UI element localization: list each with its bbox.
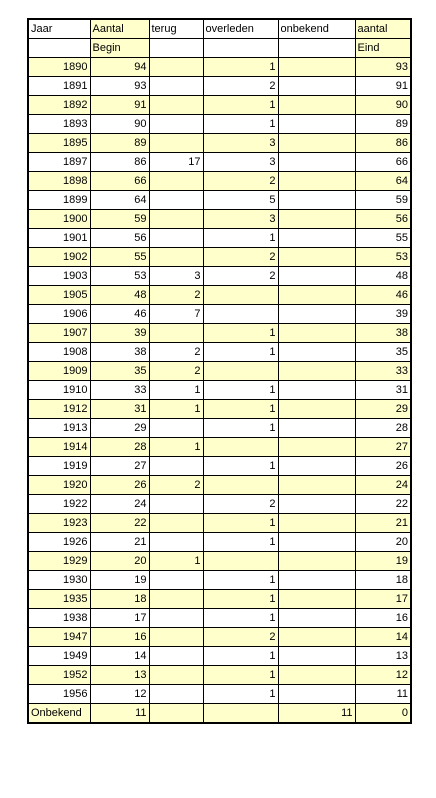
cell-begin: 59 <box>90 210 149 229</box>
cell-jaar: 1949 <box>28 647 90 666</box>
cell-onbekend <box>278 362 355 381</box>
table-row <box>28 685 411 704</box>
cell-begin: 48 <box>90 286 149 305</box>
cell-terug: 2 <box>149 343 203 362</box>
cell-onbekend <box>278 685 355 704</box>
cell-terug <box>149 609 203 628</box>
cell-jaar: 1908 <box>28 343 90 362</box>
header-aantal-begin: Aantal <box>90 19 149 39</box>
cell-terug <box>149 134 203 153</box>
table-row <box>28 381 411 400</box>
cell-begin: 39 <box>90 324 149 343</box>
header-row-1 <box>28 19 411 39</box>
cell-onbekend <box>278 324 355 343</box>
cell-terug <box>149 590 203 609</box>
cell-eind: 28 <box>355 419 411 438</box>
cell-begin: 24 <box>90 495 149 514</box>
table-row <box>28 324 411 343</box>
cell-begin: 91 <box>90 96 149 115</box>
cell-jaar: 1898 <box>28 172 90 191</box>
cell-jaar: 1891 <box>28 77 90 96</box>
cell-onbekend <box>278 77 355 96</box>
cell-jaar: 1890 <box>28 58 90 77</box>
cell-terug <box>149 666 203 685</box>
cell-begin: 35 <box>90 362 149 381</box>
cell-terug <box>149 533 203 552</box>
cell-begin: 29 <box>90 419 149 438</box>
cell-jaar: 1909 <box>28 362 90 381</box>
cell-eind: 38 <box>355 324 411 343</box>
cell-begin: 16 <box>90 628 149 647</box>
table-row <box>28 704 411 724</box>
cell-overleden: 2 <box>203 77 278 96</box>
cell-onbekend <box>278 400 355 419</box>
cell-terug <box>149 457 203 476</box>
cell-eind: 18 <box>355 571 411 590</box>
header2-terug <box>149 39 203 58</box>
cell-begin: 64 <box>90 191 149 210</box>
cell-jaar: Onbekend <box>28 704 90 724</box>
cell-eind: 59 <box>355 191 411 210</box>
cell-overleden: 1 <box>203 419 278 438</box>
header-overleden: overleden <box>203 19 278 39</box>
table-row <box>28 476 411 495</box>
header-onbekend: onbekend <box>278 19 355 39</box>
cell-overleden: 1 <box>203 343 278 362</box>
table-row <box>28 552 411 571</box>
cell-eind: 48 <box>355 267 411 286</box>
cell-onbekend <box>278 438 355 457</box>
cell-begin: 22 <box>90 514 149 533</box>
cell-eind: 13 <box>355 647 411 666</box>
cell-terug: 2 <box>149 362 203 381</box>
cell-jaar: 1893 <box>28 115 90 134</box>
cell-jaar: 1905 <box>28 286 90 305</box>
cell-begin: 46 <box>90 305 149 324</box>
cell-terug: 7 <box>149 305 203 324</box>
header-terug: terug <box>149 19 203 39</box>
cell-jaar: 1929 <box>28 552 90 571</box>
cell-terug <box>149 172 203 191</box>
cell-overleden: 3 <box>203 134 278 153</box>
cell-onbekend <box>278 210 355 229</box>
cell-onbekend <box>278 514 355 533</box>
cell-jaar: 1938 <box>28 609 90 628</box>
table-row <box>28 96 411 115</box>
table-row <box>28 248 411 267</box>
cell-onbekend <box>278 647 355 666</box>
cell-overleden: 1 <box>203 381 278 400</box>
cell-onbekend <box>278 609 355 628</box>
cell-eind: 24 <box>355 476 411 495</box>
cell-jaar: 1923 <box>28 514 90 533</box>
cell-terug <box>149 704 203 724</box>
cell-begin: 53 <box>90 267 149 286</box>
cell-eind: 93 <box>355 58 411 77</box>
cell-overleden: 2 <box>203 267 278 286</box>
cell-eind: 22 <box>355 495 411 514</box>
table-row <box>28 647 411 666</box>
cell-begin: 17 <box>90 609 149 628</box>
cell-overleden: 5 <box>203 191 278 210</box>
cell-terug <box>149 628 203 647</box>
cell-begin: 55 <box>90 248 149 267</box>
cell-begin: 27 <box>90 457 149 476</box>
cell-onbekend <box>278 343 355 362</box>
cell-onbekend <box>278 248 355 267</box>
cell-overleden <box>203 305 278 324</box>
cell-onbekend <box>278 457 355 476</box>
cell-overleden: 2 <box>203 495 278 514</box>
cell-onbekend <box>278 419 355 438</box>
cell-jaar: 1919 <box>28 457 90 476</box>
cell-eind: 91 <box>355 77 411 96</box>
cell-onbekend <box>278 115 355 134</box>
cell-jaar: 1900 <box>28 210 90 229</box>
cell-onbekend <box>278 191 355 210</box>
cell-terug: 17 <box>149 153 203 172</box>
cell-jaar: 1914 <box>28 438 90 457</box>
cell-begin: 26 <box>90 476 149 495</box>
cell-eind: 35 <box>355 343 411 362</box>
cell-onbekend <box>278 153 355 172</box>
cell-onbekend <box>278 172 355 191</box>
cell-eind: 56 <box>355 210 411 229</box>
cell-eind: 11 <box>355 685 411 704</box>
population-table <box>27 18 412 724</box>
cell-terug <box>149 571 203 590</box>
cell-onbekend <box>278 552 355 571</box>
cell-jaar: 1935 <box>28 590 90 609</box>
cell-jaar: 1913 <box>28 419 90 438</box>
header2-onbekend <box>278 39 355 58</box>
cell-onbekend <box>278 305 355 324</box>
table-row <box>28 438 411 457</box>
cell-eind: 64 <box>355 172 411 191</box>
cell-eind: 90 <box>355 96 411 115</box>
cell-overleden: 1 <box>203 609 278 628</box>
cell-overleden <box>203 438 278 457</box>
cell-eind: 86 <box>355 134 411 153</box>
header-aantal-eind: aantal <box>355 19 411 39</box>
header2-begin: Begin <box>90 39 149 58</box>
cell-terug: 2 <box>149 286 203 305</box>
cell-overleden: 1 <box>203 647 278 666</box>
table-row <box>28 533 411 552</box>
table-row <box>28 362 411 381</box>
cell-eind: 27 <box>355 438 411 457</box>
cell-overleden: 2 <box>203 628 278 647</box>
cell-overleden: 1 <box>203 229 278 248</box>
cell-onbekend <box>278 58 355 77</box>
cell-jaar: 1912 <box>28 400 90 419</box>
cell-eind: 26 <box>355 457 411 476</box>
cell-begin: 86 <box>90 153 149 172</box>
cell-onbekend <box>278 286 355 305</box>
cell-jaar: 1903 <box>28 267 90 286</box>
cell-overleden: 1 <box>203 58 278 77</box>
cell-begin: 21 <box>90 533 149 552</box>
cell-overleden: 2 <box>203 248 278 267</box>
cell-jaar: 1901 <box>28 229 90 248</box>
table-row <box>28 343 411 362</box>
cell-begin: 28 <box>90 438 149 457</box>
table-row <box>28 134 411 153</box>
cell-jaar: 1895 <box>28 134 90 153</box>
table-body <box>28 19 411 723</box>
table-row <box>28 590 411 609</box>
cell-begin: 89 <box>90 134 149 153</box>
table-row <box>28 267 411 286</box>
cell-terug <box>149 419 203 438</box>
cell-eind: 12 <box>355 666 411 685</box>
cell-begin: 38 <box>90 343 149 362</box>
cell-eind: 89 <box>355 115 411 134</box>
cell-eind: 14 <box>355 628 411 647</box>
cell-onbekend <box>278 134 355 153</box>
cell-overleden: 1 <box>203 590 278 609</box>
cell-overleden <box>203 704 278 724</box>
cell-onbekend <box>278 96 355 115</box>
table-row <box>28 400 411 419</box>
cell-overleden: 1 <box>203 400 278 419</box>
header-jaar: Jaar <box>28 19 90 39</box>
table-row <box>28 495 411 514</box>
cell-begin: 33 <box>90 381 149 400</box>
cell-terug <box>149 96 203 115</box>
table-row <box>28 191 411 210</box>
cell-overleden: 1 <box>203 324 278 343</box>
cell-overleden <box>203 362 278 381</box>
cell-onbekend <box>278 571 355 590</box>
cell-terug <box>149 324 203 343</box>
cell-terug <box>149 514 203 533</box>
cell-eind: 39 <box>355 305 411 324</box>
cell-overleden: 3 <box>203 153 278 172</box>
cell-onbekend <box>278 267 355 286</box>
cell-overleden <box>203 552 278 571</box>
cell-onbekend <box>278 495 355 514</box>
cell-begin: 90 <box>90 115 149 134</box>
table-row <box>28 514 411 533</box>
cell-begin: 19 <box>90 571 149 590</box>
cell-terug <box>149 229 203 248</box>
cell-onbekend <box>278 590 355 609</box>
cell-onbekend <box>278 229 355 248</box>
cell-begin: 13 <box>90 666 149 685</box>
cell-eind: 46 <box>355 286 411 305</box>
cell-eind: 19 <box>355 552 411 571</box>
cell-overleden: 1 <box>203 115 278 134</box>
table-row <box>28 666 411 685</box>
table-row <box>28 609 411 628</box>
cell-terug <box>149 191 203 210</box>
table-row <box>28 457 411 476</box>
cell-onbekend <box>278 628 355 647</box>
cell-eind: 33 <box>355 362 411 381</box>
cell-eind: 16 <box>355 609 411 628</box>
cell-terug: 1 <box>149 438 203 457</box>
cell-terug <box>149 248 203 267</box>
cell-overleden: 1 <box>203 514 278 533</box>
cell-jaar: 1930 <box>28 571 90 590</box>
cell-begin: 11 <box>90 704 149 724</box>
cell-terug: 2 <box>149 476 203 495</box>
cell-overleden: 1 <box>203 457 278 476</box>
cell-terug: 1 <box>149 400 203 419</box>
cell-begin: 31 <box>90 400 149 419</box>
cell-jaar: 1899 <box>28 191 90 210</box>
cell-eind: 20 <box>355 533 411 552</box>
table-row <box>28 419 411 438</box>
header-row-2 <box>28 39 411 58</box>
cell-begin: 20 <box>90 552 149 571</box>
cell-begin: 66 <box>90 172 149 191</box>
cell-overleden <box>203 286 278 305</box>
cell-eind: 55 <box>355 229 411 248</box>
cell-eind: 0 <box>355 704 411 724</box>
cell-jaar: 1897 <box>28 153 90 172</box>
cell-overleden: 3 <box>203 210 278 229</box>
cell-terug <box>149 495 203 514</box>
table-row <box>28 58 411 77</box>
table-row <box>28 172 411 191</box>
cell-jaar: 1947 <box>28 628 90 647</box>
cell-jaar: 1906 <box>28 305 90 324</box>
cell-overleden: 1 <box>203 571 278 590</box>
cell-overleden: 1 <box>203 685 278 704</box>
cell-terug <box>149 685 203 704</box>
cell-eind: 21 <box>355 514 411 533</box>
cell-onbekend <box>278 533 355 552</box>
cell-onbekend: 11 <box>278 704 355 724</box>
cell-overleden <box>203 476 278 495</box>
cell-overleden: 1 <box>203 533 278 552</box>
table-row <box>28 571 411 590</box>
cell-begin: 93 <box>90 77 149 96</box>
cell-jaar: 1907 <box>28 324 90 343</box>
cell-eind: 29 <box>355 400 411 419</box>
cell-jaar: 1926 <box>28 533 90 552</box>
cell-terug <box>149 210 203 229</box>
cell-jaar: 1920 <box>28 476 90 495</box>
cell-jaar: 1952 <box>28 666 90 685</box>
header2-eind: Eind <box>355 39 411 58</box>
cell-begin: 18 <box>90 590 149 609</box>
table-row <box>28 153 411 172</box>
cell-terug: 1 <box>149 381 203 400</box>
cell-jaar: 1902 <box>28 248 90 267</box>
cell-begin: 94 <box>90 58 149 77</box>
cell-eind: 17 <box>355 590 411 609</box>
cell-jaar: 1956 <box>28 685 90 704</box>
cell-terug: 1 <box>149 552 203 571</box>
cell-onbekend <box>278 381 355 400</box>
cell-overleden: 2 <box>203 172 278 191</box>
cell-overleden: 1 <box>203 666 278 685</box>
cell-eind: 53 <box>355 248 411 267</box>
cell-terug <box>149 58 203 77</box>
cell-terug: 3 <box>149 267 203 286</box>
table-row <box>28 305 411 324</box>
table-row <box>28 286 411 305</box>
cell-terug <box>149 77 203 96</box>
header2-jaar <box>28 39 90 58</box>
cell-onbekend <box>278 476 355 495</box>
table-row <box>28 229 411 248</box>
cell-onbekend <box>278 666 355 685</box>
cell-begin: 12 <box>90 685 149 704</box>
cell-terug <box>149 115 203 134</box>
cell-begin: 56 <box>90 229 149 248</box>
cell-jaar: 1922 <box>28 495 90 514</box>
cell-eind: 66 <box>355 153 411 172</box>
header2-overleden <box>203 39 278 58</box>
table-row <box>28 628 411 647</box>
table-row <box>28 210 411 229</box>
cell-jaar: 1910 <box>28 381 90 400</box>
table-row <box>28 115 411 134</box>
cell-jaar: 1892 <box>28 96 90 115</box>
cell-begin: 14 <box>90 647 149 666</box>
cell-eind: 31 <box>355 381 411 400</box>
cell-overleden: 1 <box>203 96 278 115</box>
cell-terug <box>149 647 203 666</box>
table-row <box>28 77 411 96</box>
